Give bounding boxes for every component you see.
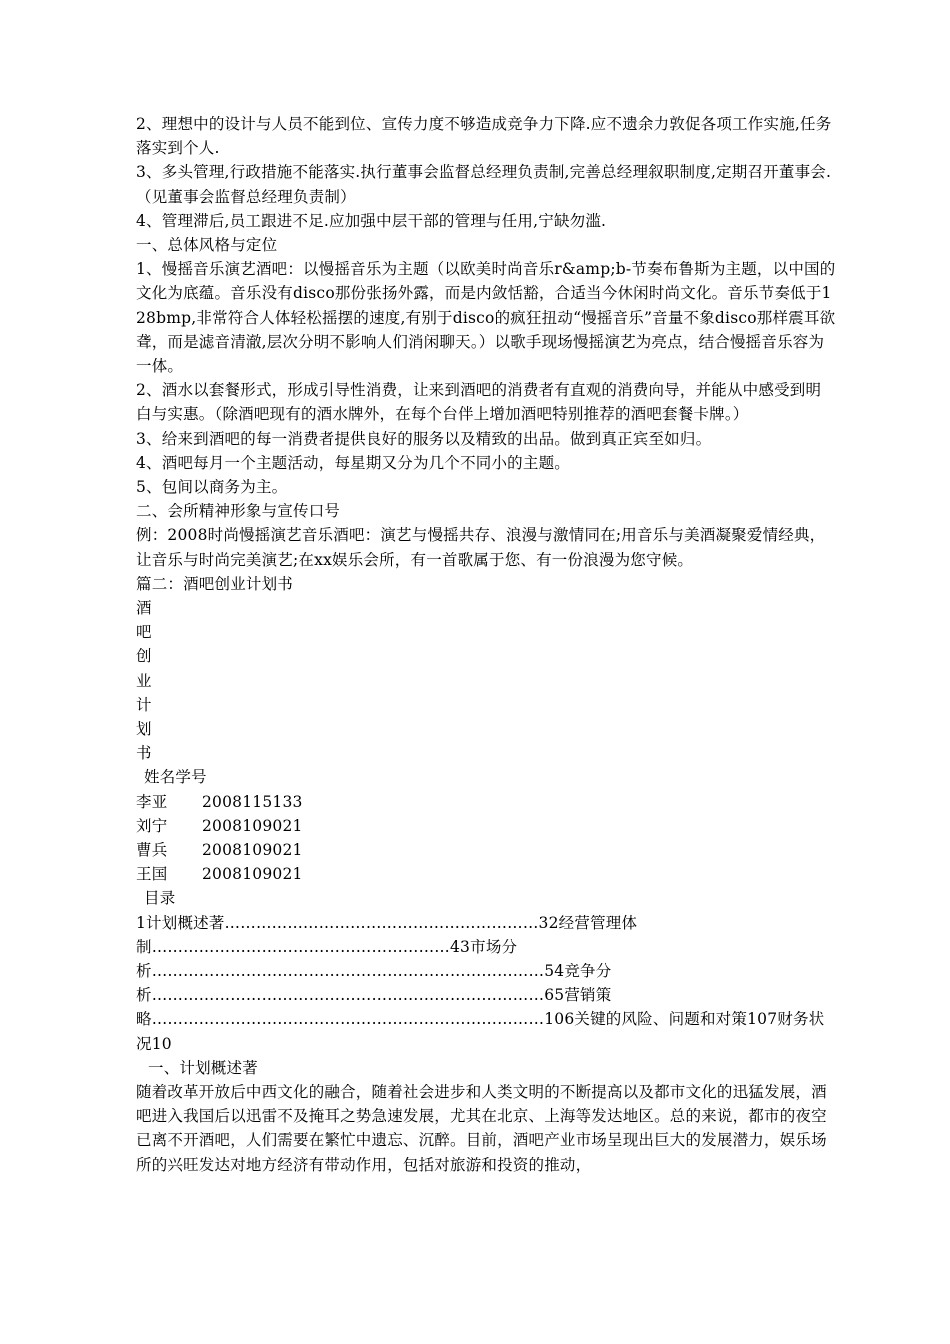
paragraph: 2、酒水以套餐形式，形成引导性消费，让来到酒吧的消费者有直观的消费向导，并能从中感受到明白与实惠。（除酒吧现有的酒水牌外，在每个台伴上增加酒吧特别推荐的酒吧套餐卡牌。） xyxy=(136,381,822,424)
student-name: 王国 xyxy=(136,865,168,884)
student-row xyxy=(136,862,836,886)
student-name: 刘宁 xyxy=(136,816,168,835)
toc-line: 略…………………………………………………………………106关键的风险、问题和对策107财务状况10 xyxy=(136,1010,825,1053)
section-heading: 二、会所精神形象与宣传口号 xyxy=(136,502,341,521)
student-row xyxy=(136,838,836,862)
paragraph: 2、理想中的设计与人员不能到位、宣传力度不够造成竞争力下降.应不遗余力敦促各项工作实施,任务落实到个人. xyxy=(136,115,832,158)
student-name: 曹兵 xyxy=(136,841,168,860)
student-row xyxy=(136,814,836,838)
student-id: 2008109021 xyxy=(202,816,303,835)
document-body xyxy=(136,112,836,1177)
paragraph: 3、给来到酒吧的每一消费者提供良好的服务以及精致的出品。做到真正宾至如归。 xyxy=(136,429,712,448)
part-heading: 篇二：酒吧创业计划书 xyxy=(136,574,294,593)
student-id: 2008109021 xyxy=(202,865,303,884)
student-list xyxy=(136,790,836,887)
vertical-title-char: 创 xyxy=(136,647,152,666)
section-heading: 一、总体风格与定位 xyxy=(136,236,278,255)
paragraph: 随着改革开放后中西文化的融合，随着社会进步和人类文明的不断提高以及都市文化的迅猛发展，酒吧进入我国后以迅雷不及掩耳之势急速发展，尤其在北京、上海等发达地区。总的来说，都市的夜空已离不开酒吧，人们需要在繁忙中遗忘、沉醉。目前，酒吧产业市场呈现出巨大的发展潜力，娱乐场所的兴旺发达对地方经济有带动作用，包括对旅游和投资的推动， xyxy=(136,1083,827,1174)
section-heading: 一、计划概述著 xyxy=(148,1058,258,1077)
vertical-title-char: 计 xyxy=(136,695,152,714)
names-header: 姓名学号 xyxy=(144,768,207,787)
toc-line: 析…………………………………………………………………65营销策 xyxy=(136,986,612,1005)
paragraph: 4、管理滞后,员工跟进不足.应加强中层干部的管理与任用,宁缺勿滥. xyxy=(136,211,607,230)
paragraph: 例：2008时尚慢摇演艺音乐酒吧：演艺与慢摇共存、浪漫与激情同在;用音乐与美酒凝聚爱情经典，让音乐与时尚完美演艺;在xx娱乐会所，有一首歌属于您、有一份浪漫为您守候。 xyxy=(136,526,826,569)
vertical-title-char: 吧 xyxy=(136,623,152,642)
vertical-title-char: 酒 xyxy=(136,599,152,618)
paragraph: 5、包间以商务为主。 xyxy=(136,478,288,497)
paragraph: 4、酒吧每月一个主题活动，每星期又分为几个不同小的主题。 xyxy=(136,453,570,472)
vertical-title-char: 书 xyxy=(136,744,152,763)
paragraph: 3、多头管理,行政措施不能落实.执行董事会监督总经理负责制,完善总经理叙职制度,定期召开董事会.（见董事会监督总经理负责制） xyxy=(136,163,832,206)
student-name: 李亚 xyxy=(136,792,168,811)
student-id: 2008115133 xyxy=(202,792,303,811)
student-row xyxy=(136,790,836,814)
toc-title: 目录 xyxy=(144,889,176,908)
toc-line: 1计划概述著……………………………………………………32经营管理体制…………………………………………………43市场分 xyxy=(136,913,638,956)
paragraph: 1、慢摇音乐演艺酒吧：以慢摇音乐为主题（以欧美时尚音乐r&amp;b-节奏布鲁斯为主题，以中国的文化为底蕴。音乐没有disco那份张扬外露，而是内敛恬豁，合适当今休闲时尚文化。音乐节奏低于128bmp,非常符合人体轻松摇摆的速度,有别于disco的疯狂扭动“慢摇音乐”音量不象disco那样震耳欲聋，而是滤音清澈,层次分明不影响人们消闲聊天。）以歌手现场慢摇演艺为亮点，结合慢摇音乐容为一体。 xyxy=(136,260,836,376)
student-id: 2008109021 xyxy=(202,841,303,860)
toc-line: 析…………………………………………………………………54竞争分 xyxy=(136,962,612,981)
vertical-title-char: 划 xyxy=(136,720,152,739)
vertical-title-char: 业 xyxy=(136,671,152,690)
